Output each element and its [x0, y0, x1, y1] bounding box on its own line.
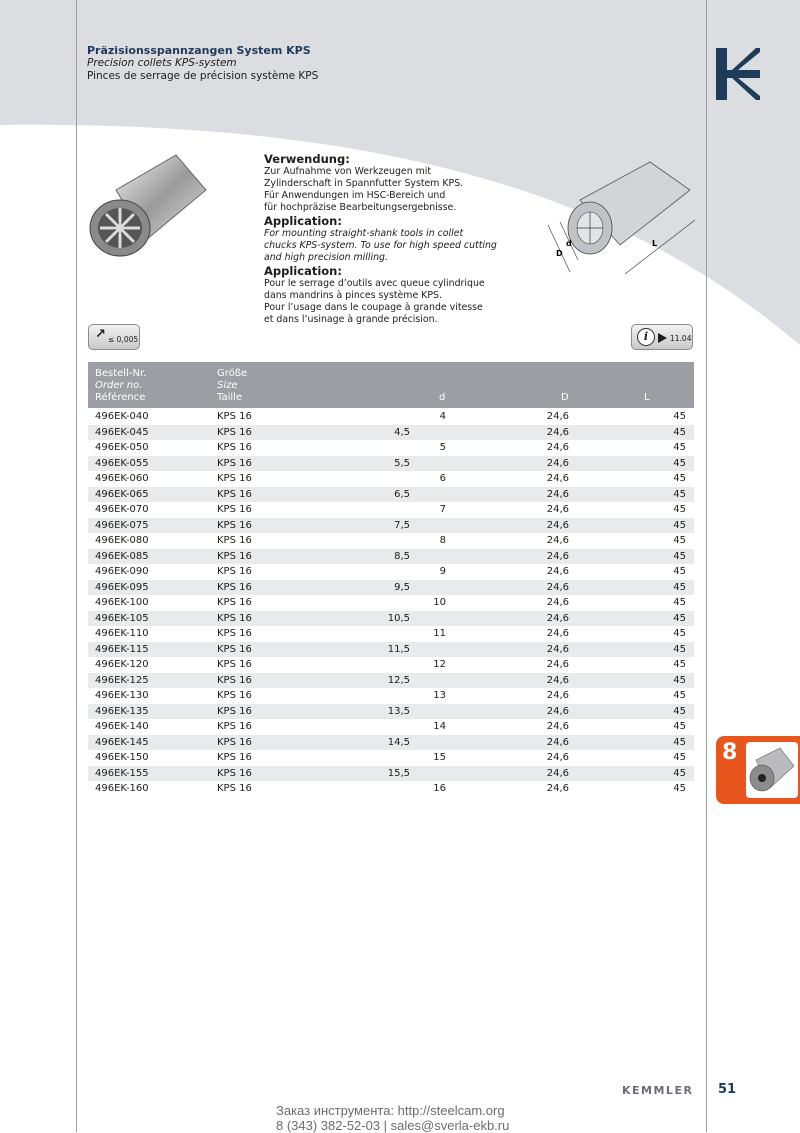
header-order-en: Order no.	[95, 380, 143, 391]
L-cell: 45	[673, 504, 686, 515]
size-cell: KPS 16	[217, 411, 252, 422]
order-number-cell: 496EK-115	[95, 643, 149, 655]
d-cell: 12,5	[387, 674, 410, 686]
header-size-de: Größe	[217, 368, 248, 379]
size-cell: KPS 16	[217, 504, 252, 515]
usage-en-line: For mounting straight-shank tools in collet	[264, 228, 464, 239]
table-row	[88, 626, 694, 642]
table-row	[88, 657, 694, 673]
size-cell: KPS 16	[217, 705, 252, 717]
table-row	[88, 518, 694, 534]
D-cell: 24,6	[546, 674, 569, 686]
table-header	[88, 362, 694, 408]
L-cell: 45	[673, 426, 686, 438]
order-number-cell: 496EK-040	[95, 411, 149, 422]
d-cell: 6,5	[394, 488, 410, 500]
order-number-cell: 496EK-160	[95, 783, 149, 794]
arrow-right-icon	[658, 333, 667, 343]
usage-en-line: and high precision milling.	[264, 252, 388, 263]
d-cell: 10,5	[387, 612, 410, 624]
table-row	[88, 409, 694, 425]
runout-arrow-icon: ↗	[95, 327, 106, 342]
D-cell: 24,6	[546, 705, 569, 717]
d-cell: 13,5	[387, 705, 410, 717]
usage-fr-line: Pour le serrage d’outils avec queue cylindrique	[264, 278, 485, 289]
L-cell: 45	[673, 519, 686, 531]
label-d-dimension: d	[566, 239, 572, 248]
L-cell: 45	[673, 535, 686, 546]
order-number-cell: 496EK-120	[95, 659, 149, 670]
size-cell: KPS 16	[217, 752, 252, 763]
table-row	[88, 487, 694, 503]
order-info	[276, 1103, 509, 1133]
header-L: L	[644, 392, 650, 403]
table-row	[88, 440, 694, 456]
D-cell: 24,6	[546, 411, 569, 422]
table-row	[88, 750, 694, 766]
D-cell: 24,6	[546, 504, 569, 515]
d-cell: 7,5	[394, 519, 410, 531]
label-D-dimension: D	[556, 249, 563, 258]
usage-fr-line: et dans l’usinage à grande précision.	[264, 314, 438, 325]
order-line-contacts: 8 (343) 382-52-03 | sales@sverla-ekb.ru	[276, 1118, 510, 1133]
table-row	[88, 456, 694, 472]
info-icon: i	[637, 328, 655, 346]
collet-thumbnail	[746, 742, 798, 798]
order-number-cell: 496EK-095	[95, 581, 149, 593]
size-cell: KPS 16	[217, 643, 252, 655]
order-number-cell: 496EK-065	[95, 488, 149, 500]
table-row	[88, 502, 694, 518]
d-cell: 16	[433, 783, 446, 794]
header-D: D	[561, 392, 569, 403]
size-cell: KPS 16	[217, 628, 252, 639]
D-cell: 24,6	[546, 752, 569, 763]
d-cell: 13	[433, 690, 446, 701]
L-cell: 45	[673, 783, 686, 794]
d-cell: 10	[433, 597, 446, 608]
d-cell: 11	[433, 628, 446, 639]
L-cell: 45	[673, 411, 686, 422]
usage-fr-line: Pour l’usage dans le coupage à grande vitesse	[264, 302, 483, 313]
D-cell: 24,6	[546, 767, 569, 779]
usage-heading-fr: Application:	[264, 264, 342, 278]
size-cell: KPS 16	[217, 783, 252, 794]
usage-de-line: Für Anwendungen im HSC-Bereich und	[264, 190, 446, 201]
brand-name: KEMMLER	[622, 1084, 694, 1097]
order-number-cell: 496EK-075	[95, 519, 149, 531]
title-en: Precision collets KPS-system	[87, 57, 237, 69]
D-cell: 24,6	[546, 628, 569, 639]
order-number-cell: 496EK-150	[95, 752, 149, 763]
order-number-cell: 496EK-100	[95, 597, 149, 608]
table-row	[88, 673, 694, 689]
L-cell: 45	[673, 597, 686, 608]
page-header	[87, 44, 318, 83]
table-row	[88, 735, 694, 751]
D-cell: 24,6	[546, 612, 569, 624]
usage-text	[264, 152, 534, 326]
usage-de-line: Zur Aufnahme von Werkzeugen mit	[264, 166, 432, 177]
size-cell: KPS 16	[217, 674, 252, 686]
table-row	[88, 564, 694, 580]
size-cell: KPS 16	[217, 473, 252, 484]
table-row	[88, 595, 694, 611]
L-cell: 45	[673, 736, 686, 748]
order-number-cell: 496EK-105	[95, 612, 149, 624]
table-row	[88, 425, 694, 441]
D-cell: 24,6	[546, 597, 569, 608]
info-reference-value: 11.04	[670, 334, 692, 343]
table-row	[88, 719, 694, 735]
d-cell: 5	[439, 442, 446, 453]
D-cell: 24,6	[546, 519, 569, 531]
order-number-cell: 496EK-090	[95, 566, 149, 577]
header-order-no	[95, 368, 146, 404]
d-cell: 8,5	[394, 550, 410, 562]
order-number-cell: 496EK-045	[95, 426, 149, 438]
runout-value: ≤ 0,005	[108, 335, 139, 344]
header-order-de: Bestell-Nr.	[95, 368, 147, 379]
order-number-cell: 496EK-130	[95, 690, 149, 701]
d-cell: 8	[439, 535, 446, 546]
size-cell: KPS 16	[217, 457, 252, 469]
label-L-dimension: L	[652, 239, 658, 248]
order-number-cell: 496EK-110	[95, 628, 149, 639]
table-row	[88, 688, 694, 704]
L-cell: 45	[673, 566, 686, 577]
usage-de-line: für hochpräzise Bearbeitungsergebnisse.	[264, 202, 457, 213]
d-cell: 15	[433, 752, 446, 763]
table-row	[88, 611, 694, 627]
size-cell: KPS 16	[217, 736, 252, 748]
L-cell: 45	[673, 643, 686, 655]
d-cell: 11,5	[387, 643, 410, 655]
D-cell: 24,6	[546, 721, 569, 732]
collet-photo	[86, 150, 210, 260]
d-cell: 9	[439, 566, 446, 577]
D-cell: 24,6	[546, 783, 569, 794]
title-de: Präzisionsspannzangen System KPS	[87, 44, 311, 57]
d-cell: 14,5	[387, 736, 410, 748]
header-size-en: Size	[217, 380, 238, 391]
d-cell: 4,5	[394, 426, 410, 438]
L-cell: 45	[673, 488, 686, 500]
product-table-body	[88, 409, 694, 797]
order-number-cell: 496EK-145	[95, 736, 149, 748]
size-cell: KPS 16	[217, 597, 252, 608]
d-cell: 12	[433, 659, 446, 670]
size-cell: KPS 16	[217, 519, 252, 531]
left-margin-line	[76, 0, 77, 1132]
table-row	[88, 533, 694, 549]
order-number-cell: 496EK-070	[95, 504, 149, 515]
d-cell: 4	[439, 411, 446, 422]
table-row	[88, 766, 694, 782]
d-cell: 5,5	[394, 457, 410, 469]
L-cell: 45	[673, 690, 686, 701]
collet-dimension-drawing	[540, 150, 700, 278]
D-cell: 24,6	[546, 457, 569, 469]
D-cell: 24,6	[546, 581, 569, 593]
right-margin-line	[706, 0, 707, 1132]
usage-fr-line: dans mandrins à pinces système KPS.	[264, 290, 442, 301]
L-cell: 45	[673, 442, 686, 453]
order-number-cell: 496EK-125	[95, 674, 149, 686]
usage-heading-de: Verwendung:	[264, 152, 350, 166]
table-row	[88, 642, 694, 658]
d-cell: 7	[439, 504, 446, 515]
d-cell: 6	[439, 473, 446, 484]
order-line-website: Заказ инструмента: http://steelcam.org	[276, 1103, 505, 1118]
D-cell: 24,6	[546, 566, 569, 577]
D-cell: 24,6	[546, 550, 569, 562]
usage-heading-en: Application:	[264, 214, 342, 228]
size-cell: KPS 16	[217, 659, 252, 670]
L-cell: 45	[673, 473, 686, 484]
size-cell: KPS 16	[217, 612, 252, 624]
L-cell: 45	[673, 721, 686, 732]
L-cell: 45	[673, 612, 686, 624]
L-cell: 45	[673, 705, 686, 717]
D-cell: 24,6	[546, 473, 569, 484]
header-size-fr: Taille	[217, 392, 243, 403]
order-number-cell: 496EK-135	[95, 705, 149, 717]
D-cell: 24,6	[546, 488, 569, 500]
D-cell: 24,6	[546, 690, 569, 701]
page-number: 51	[718, 1082, 737, 1097]
order-number-cell: 496EK-140	[95, 721, 149, 732]
L-cell: 45	[673, 767, 686, 779]
size-cell: KPS 16	[217, 767, 252, 779]
size-cell: KPS 16	[217, 581, 252, 593]
table-row	[88, 549, 694, 565]
d-cell: 14	[433, 721, 446, 732]
size-cell: KPS 16	[217, 442, 252, 453]
size-cell: KPS 16	[217, 426, 252, 438]
L-cell: 45	[673, 581, 686, 593]
table-row	[88, 704, 694, 720]
usage-de-line: Zylinderschaft in Spannfutter System KPS.	[264, 178, 464, 189]
d-cell: 15,5	[387, 767, 410, 779]
size-cell: KPS 16	[217, 535, 252, 546]
D-cell: 24,6	[546, 736, 569, 748]
order-number-cell: 496EK-085	[95, 550, 149, 562]
d-cell: 9,5	[394, 581, 410, 593]
title-fr: Pinces de serrage de précision système KPS	[87, 70, 319, 82]
L-cell: 45	[673, 457, 686, 469]
order-number-cell: 496EK-060	[95, 473, 149, 484]
D-cell: 24,6	[546, 442, 569, 453]
table-row	[88, 580, 694, 596]
header-d: d	[439, 392, 446, 403]
size-cell: KPS 16	[217, 550, 252, 562]
size-cell: KPS 16	[217, 566, 252, 577]
chapter-number: 8	[722, 740, 738, 765]
D-cell: 24,6	[546, 535, 569, 546]
D-cell: 24,6	[546, 426, 569, 438]
order-number-cell: 496EK-050	[95, 442, 149, 453]
size-cell: KPS 16	[217, 721, 252, 732]
order-number-cell: 496EK-080	[95, 535, 149, 546]
L-cell: 45	[673, 674, 686, 686]
L-cell: 45	[673, 752, 686, 763]
header-order-fr: Référence	[95, 392, 146, 403]
header-size	[217, 368, 247, 404]
D-cell: 24,6	[546, 659, 569, 670]
L-cell: 45	[673, 659, 686, 670]
chapter-tab[interactable]	[716, 736, 800, 804]
usage-en-line: chucks KPS-system. To use for high speed cutting	[264, 240, 497, 251]
size-cell: KPS 16	[217, 690, 252, 701]
runout-badge	[88, 324, 140, 350]
D-cell: 24,6	[546, 643, 569, 655]
kemmler-k-logo	[716, 48, 760, 100]
table-row	[88, 471, 694, 487]
table-row	[88, 781, 694, 797]
order-number-cell: 496EK-155	[95, 767, 149, 779]
size-cell: KPS 16	[217, 488, 252, 500]
order-number-cell: 496EK-055	[95, 457, 149, 469]
L-cell: 45	[673, 550, 686, 562]
L-cell: 45	[673, 628, 686, 639]
info-reference-badge[interactable]	[631, 324, 693, 350]
